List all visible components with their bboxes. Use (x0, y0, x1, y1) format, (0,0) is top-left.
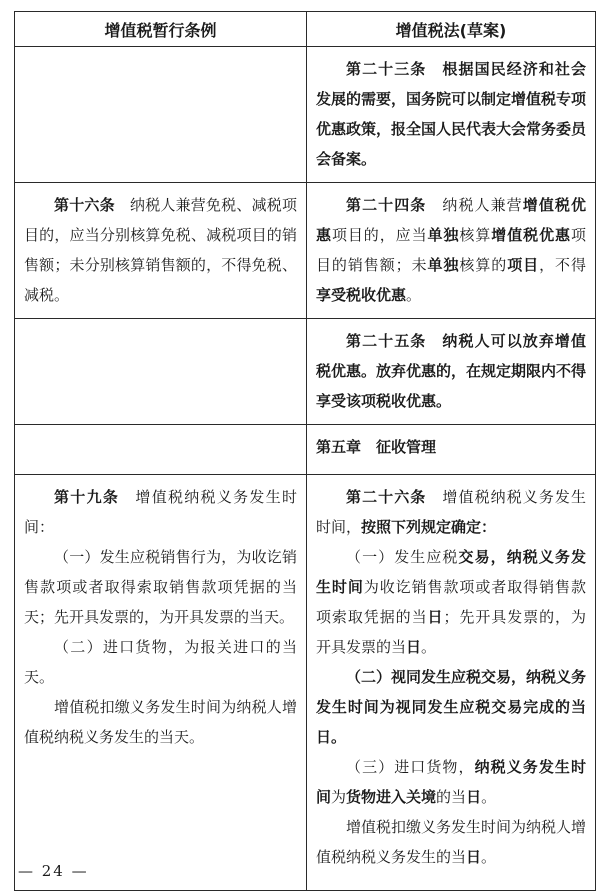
paragraph (24, 482, 297, 542)
article-number: 第十六条 (54, 196, 115, 214)
article-number: 第二十四条 (346, 196, 427, 214)
bold-span: 货物进入关境 (346, 788, 437, 806)
bold-span: 享受税收优惠 (316, 286, 407, 304)
text-span: 。 (481, 788, 497, 806)
article-number: 第二十五条 (346, 332, 427, 350)
table-row (15, 47, 596, 183)
bold-span: 日 (466, 848, 482, 866)
text-span: 。 (481, 848, 497, 866)
comparison-table (14, 11, 596, 891)
paragraph (24, 190, 297, 310)
cell-left (15, 183, 307, 319)
text-span: 增值税纳税义务发生时间， (316, 488, 586, 536)
bold-span: 交易，纳税义务发生时间 (316, 548, 586, 596)
table-row (15, 475, 596, 891)
text-span: 核算 (459, 226, 492, 244)
text-span: ，不得 (539, 256, 586, 274)
paragraph: （一）发生应税销售行为，为收讫销售款项或者取得索取销售款项凭据的当天；先开具发票的，为开具发票的当天。 (24, 548, 297, 626)
bold-span: 日 (406, 638, 422, 656)
cell-left-empty (15, 47, 307, 183)
table-row (15, 319, 596, 425)
cell-right (307, 475, 596, 891)
text-span: 核算的 (459, 256, 508, 274)
text-span: （三）进口货物， (346, 758, 475, 776)
chapter-row (15, 425, 596, 475)
paragraph: 增值税扣缴义务发生时间为纳税人增值税纳税义务发生的当天。 (24, 698, 297, 746)
cell-right (307, 183, 596, 319)
text-span: 的当 (436, 788, 467, 806)
header-left: 增值税暂行条例 (15, 12, 307, 47)
text-span: 为收讫销售款项或者取得销售款项索取凭据的当 (316, 578, 586, 626)
paragraph: （二）进口货物，为报关进口的当天。 (24, 638, 297, 686)
paragraph (316, 54, 586, 174)
paragraph (316, 190, 586, 310)
bold-span: 纳税义务发生时间 (316, 758, 586, 806)
header-row (15, 12, 596, 47)
bold-span: 项目 (507, 256, 540, 274)
bold-span: 日 (466, 788, 482, 806)
cell-right (307, 47, 596, 183)
chapter-heading: 第五章 征收管理 (307, 425, 596, 475)
text-span: 。 (421, 638, 437, 656)
article-number: 第十九条 (54, 488, 120, 506)
text-span: 。 (406, 286, 422, 304)
paragraph-text: 纳税人可以放弃增值税优惠。放弃优惠的，在规定期限内不得享受该项税收优惠。 (316, 332, 587, 410)
text-span: 项目的，应当 (331, 226, 428, 244)
bold-span: 单独 (427, 226, 460, 244)
paragraph (316, 326, 586, 416)
bold-span: 单独 (427, 256, 460, 274)
bold-span: 按照下列规定确定： (361, 518, 497, 536)
header-right: 增值税法(草案) (307, 12, 596, 47)
paragraph (316, 542, 586, 662)
text-span: （一）发生应税 (346, 548, 459, 566)
text-span: 纳税人兼营 (426, 196, 523, 214)
text-span: 增值税扣缴义务发生时间为纳税人增值税纳税义务发生的当 (316, 818, 587, 866)
paragraph-text: 增值税纳税义务发生时间： (24, 488, 297, 536)
paragraph-text: 根据国民经济和社会发展的需要，国务院可以制定增值税专项优惠政策，报全国人民代表大会常务委员会备案。 (316, 60, 587, 168)
paragraph (316, 812, 586, 872)
article-number: 第二十三条 (346, 60, 427, 78)
bold-span: 日 (427, 608, 444, 626)
bold-span: 增值税优惠 (491, 226, 571, 244)
page-number: — 24 — (18, 862, 89, 880)
cell-left-empty (15, 319, 307, 425)
cell-right (307, 319, 596, 425)
bold-span: 增值税优惠 (316, 196, 586, 244)
paragraph (316, 482, 586, 542)
text-span: 为 (331, 788, 347, 806)
paragraph-text: 纳税人兼营免税、减税项目的，应当分别核算免税、减税项目的销售额；未分别核算销售额的，不得免税、减税。 (24, 196, 297, 304)
text-span: ；先开具发票的，为开具发票的当 (316, 608, 586, 656)
cell-left-empty (15, 425, 307, 475)
table-row (15, 183, 596, 319)
cell-left (15, 475, 307, 891)
paragraph (316, 752, 586, 812)
paragraph: （二）视同发生应税交易，纳税义务发生时间为视同发生应税交易完成的当日。 (316, 668, 587, 746)
article-number: 第二十六条 (346, 488, 427, 506)
text-span: 项目的销售额；未 (316, 226, 586, 274)
